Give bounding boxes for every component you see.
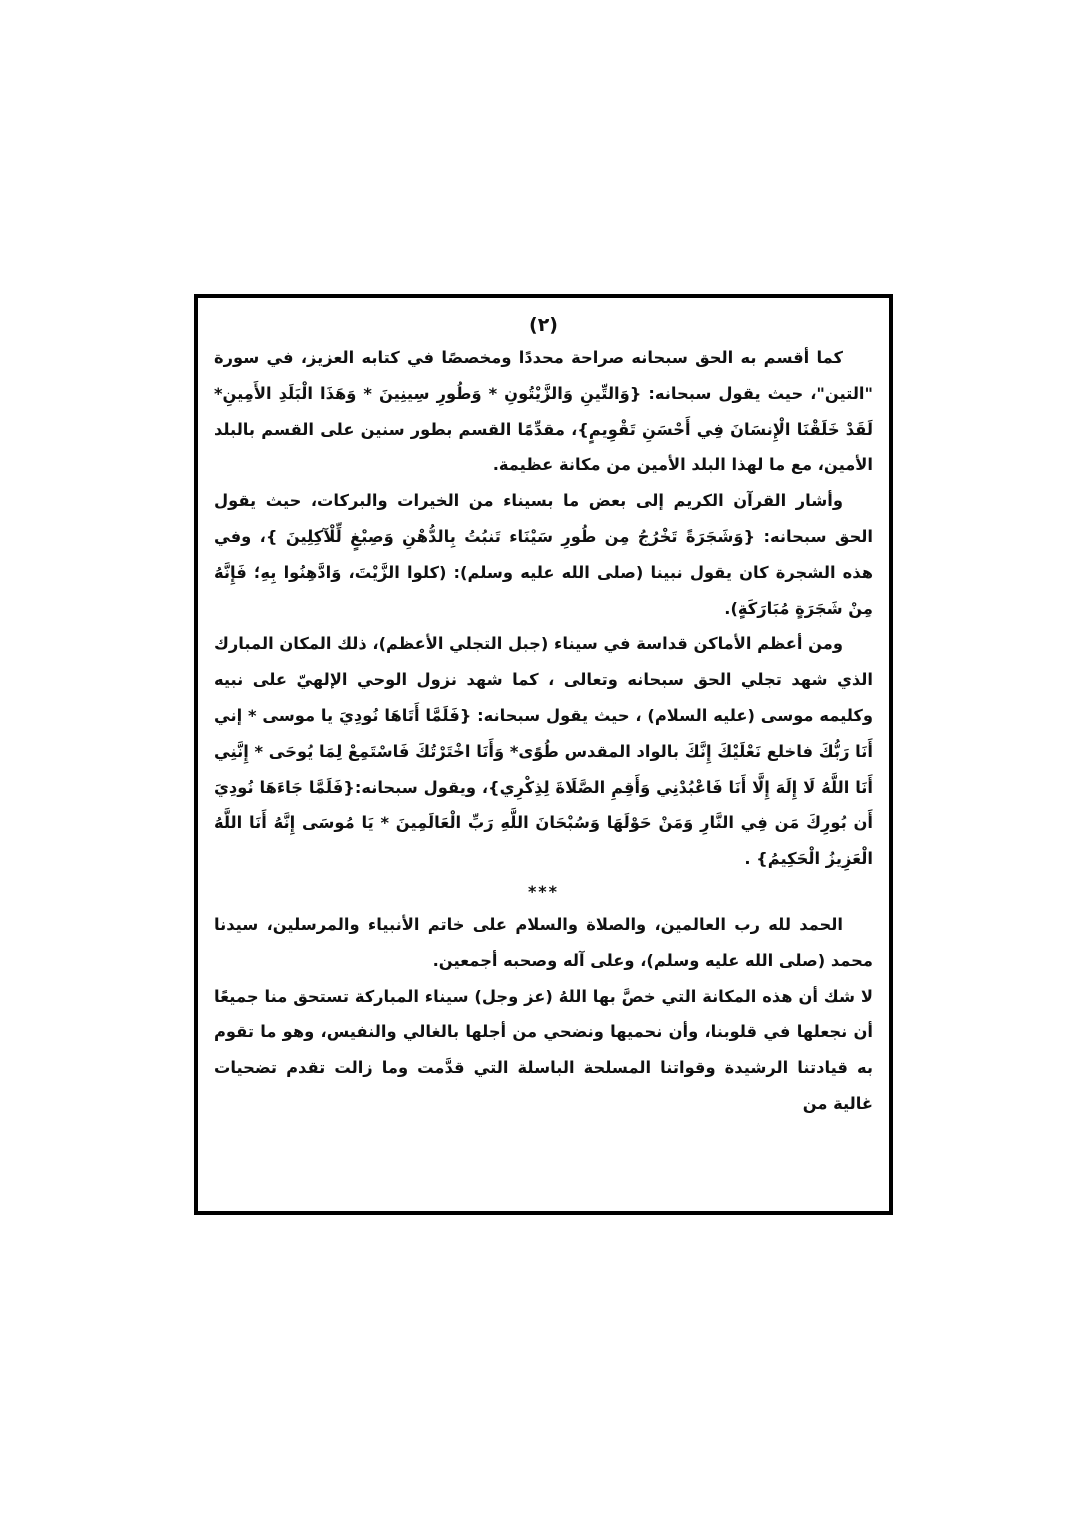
paragraph-sinai-blessings: وأشار القرآن الكريم إلى بعض ما بسيناء من الخيرات والبركات، حيث يقول الحق سبحانه: {وَشَجَرَةً تَخْرُجُ مِن طُورِ سَيْنَاء تَنبُتُ بِالدُّهْنِ وَصِبْغٍ لِّلْآكِلِينَ }، وفي هذه الشجرة كان يقول نبينا (صلى الله عليه وسلم): (كلوا الزَّيْتَ، وَادَّهِنُوا بِهِ؛ فَإِنَّهُ مِنْ شَجَرَةٍ مُبَارَكَةٍ). [214, 491, 873, 618]
paragraph-sinai-duty: لا شك أن هذه المكانة التي خصَّ بها اللهُ (عز وجل) سيناء المباركة تستحق منا جميعًا أن نجعلها في قلوبنا، وأن نحميها ونضحي من أجلها بالغالي والنفيس، وهو ما تقوم به قيادتنا الرشيدة وقواتنا المسلحة الباسلة التي قدَّمت وما زالت تقدم تضحيات غالية من [214, 986, 873, 1113]
section-separator: *** [527, 881, 560, 901]
page-number: (٢) [529, 314, 558, 336]
page-frame [194, 294, 893, 1215]
paragraph-mount-of-revelation: ومن أعظم الأماكن قداسة في سيناء (جبل التجلي الأعظم)، ذلك المكان المبارك الذي شهد تجلي الحق سبحانه وتعالى ، كما شهد نزول الوحي الإلهيّ على نبيه وكليمه موسى (عليه السلام) ، حيث يقول سبحانه: {فَلَمَّا أَتَاهَا نُودِيَ يا موسى * إني أَنَا رَبُّكَ فاخلع نَعْلَيْكَ إِنَّكَ بالواد المقدس طُوًى* وَأَنَا اخْتَرْتُكَ فَاسْتَمِعْ لِمَا يُوحَى * إِنَّنِي أَنَا اللَّهُ لَا إِلَهَ إِلَّا أَنَا فَاعْبُدْنِي وَأَقِمِ الصَّلَاةَ لِذِكْرِي}، ويقول سبحانه:{فَلَمَّا جَاءَهَا نُودِيَ أَن بُورِكَ مَن فِي النَّارِ وَمَنْ حَوْلَهَا وَسُبْحَانَ اللَّهِ رَبِّ الْعَالَمِينَ * يَا مُوسَى إِنَّهُ أَنَا اللَّهُ الْعَزِيزُ الْحَكِيمُ} . [214, 634, 873, 869]
paragraph-praise: الحمد لله رب العالمين، والصلاة والسلام على خاتم الأنبياء والمرسلين، سيدنا محمد (صلى الله عليه وسلم)، وعلى آله وصحبه أجمعين. [214, 914, 873, 970]
paragraph-quran-oath: كما أقسم به الحق سبحانه صراحة محددًا ومخصصًا في كتابه العزيز، في سورة "التين"، حيث يقول سبحانه: {وَالتِّينِ وَالزَّيْتُونِ * وَطُورِ سِينِينَ * وَهَذَا الْبَلَدِ الأَمِينِ* لَقَدْ خَلَقْنَا الْإِنسَانَ فِي أَحْسَنِ تَقْوِيمٍ}، مقدِّمًا القسم بطور سنين على القسم بالبلد الأمين، مع ما لهذا البلد الأمين من مكانة عظيمة. [214, 348, 873, 475]
